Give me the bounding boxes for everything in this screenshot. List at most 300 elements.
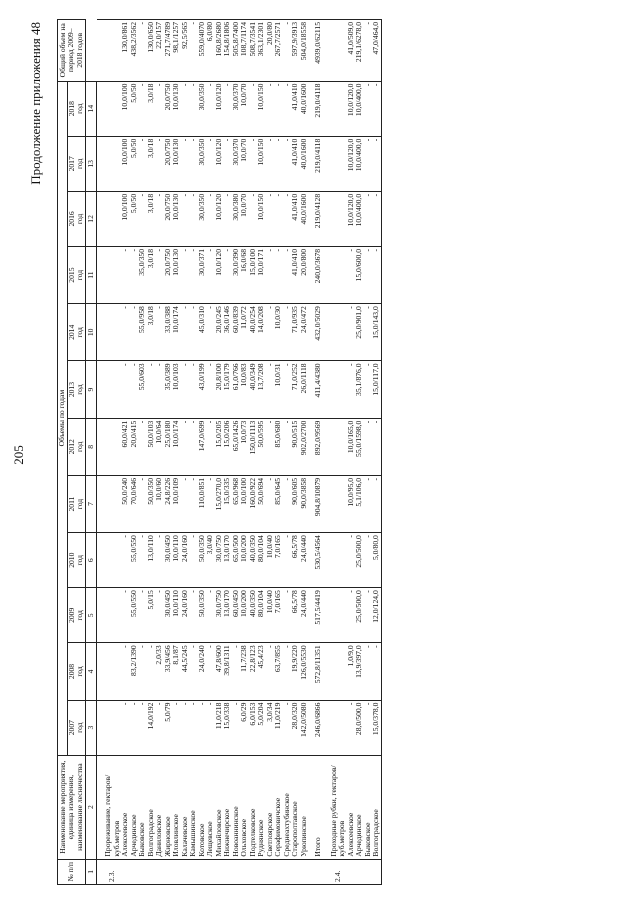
table-row (372, 20, 381, 885)
row-value: 15,0/378,0 (372, 700, 381, 755)
row-value: 13,0/110 (147, 533, 156, 588)
row-value: 904,8/10879 (308, 475, 323, 532)
header-year-unit: год (75, 158, 84, 169)
row-name: Камышинское (189, 755, 198, 859)
row-value: 246,0/6866 (308, 700, 323, 755)
row-value: 41,0/410 (291, 191, 300, 246)
row-value: 40,0/254 (249, 304, 258, 361)
row-value: 2,0/33 (155, 643, 164, 700)
row-value: 10,0/70 (240, 191, 249, 246)
column-number: 5 (85, 588, 97, 643)
row-value: - (364, 533, 373, 588)
row-value: 5,1/106,0 (355, 475, 364, 532)
row-value: 65,0/500 (232, 533, 241, 588)
row-value: 24,8/226 (164, 475, 173, 532)
row-value: 40,0/1600 (300, 191, 309, 246)
row-value: 30,0/750 (215, 588, 224, 643)
row-value: 15,0/335 (223, 475, 232, 532)
row-value: - (283, 643, 292, 700)
row-value: 90,0/515 (291, 418, 300, 475)
row-value (323, 361, 347, 418)
row-value: 24,0/440 (300, 588, 309, 643)
row-name: Светлоярское (266, 755, 275, 859)
row-value: 30,0/390 (232, 246, 241, 303)
row-value: - (266, 361, 275, 418)
row-value: - (347, 700, 356, 755)
row-value: - (121, 361, 130, 418)
row-total: - (283, 20, 292, 82)
row-value: 10,0/120 (215, 191, 224, 246)
row-value: - (130, 361, 139, 418)
row-value: 15,0/179 (223, 361, 232, 418)
row-pp (372, 859, 381, 884)
header-year: 2009 (66, 607, 76, 623)
row-value: - (181, 475, 190, 532)
row-value: - (232, 700, 241, 755)
row-value: 30,0/371 (198, 246, 207, 303)
row-value: 10,0/130 (172, 136, 181, 191)
row-pp (257, 859, 266, 884)
row-value: 55,0/958 (138, 304, 147, 361)
header-year-cell (67, 191, 85, 246)
row-value: 219,0/4118 (308, 136, 323, 191)
row-value: - (249, 136, 258, 191)
row-value: 10,0/150 (257, 191, 266, 246)
row-pp (232, 859, 241, 884)
row-value: 10,0/60 (155, 475, 164, 532)
row-value: - (121, 643, 130, 700)
row-value: 24,0/440 (300, 533, 309, 588)
row-total: - (189, 20, 198, 82)
row-value: 33,0/388 (164, 304, 173, 361)
row-value: 24,0/160 (181, 588, 190, 643)
row-value: - (138, 136, 147, 191)
row-name: Среднеахтубинское (283, 755, 292, 859)
column-number: 4 (85, 643, 97, 700)
row-value: 10,0/200 (240, 588, 249, 643)
row-value: 5,0/50 (130, 191, 139, 246)
row-name: Жирновское (164, 755, 173, 859)
row-value: - (283, 81, 292, 136)
header-year-unit: год (75, 498, 84, 510)
row-value: 90,0/605 (291, 475, 300, 532)
row-pp (364, 859, 373, 884)
header-year-cell (67, 136, 85, 191)
section-title: Проходные рубки, гектаров/куб.метров (323, 755, 347, 859)
row-value: - (364, 643, 373, 700)
row-value: - (249, 81, 258, 136)
row-value: - (181, 81, 190, 136)
row-total: 22,0/157 (155, 20, 164, 82)
row-value (323, 304, 347, 361)
column-number: 14 (85, 81, 97, 136)
row-value: 10,0/31 (274, 361, 283, 418)
row-name: Арчединское (130, 755, 139, 859)
row-value: 15,0/206 (223, 418, 232, 475)
row-value: - (138, 81, 147, 136)
row-name: Старополтавское (291, 755, 300, 859)
row-value: 6,0/29 (240, 700, 249, 755)
row-value: 15,0/205 (215, 418, 224, 475)
header-year-unit: год (75, 666, 84, 677)
row-value: 10,0/100 (121, 191, 130, 246)
row-value: 240,0/3678 (308, 246, 323, 303)
row-value: 6,0/153 (249, 700, 258, 755)
table-row (266, 20, 275, 885)
row-value: 14,0/208 (257, 304, 266, 361)
table-body (97, 20, 382, 885)
row-value: - (189, 533, 198, 588)
row-value: 15,0/100 (249, 246, 258, 303)
row-value: 10,0/30 (274, 304, 283, 361)
row-value (97, 418, 122, 475)
header-year-unit: год (75, 103, 84, 114)
row-value: 61,0/766 (232, 361, 241, 418)
row-value: - (274, 191, 283, 246)
row-value: 50,0/350 (198, 588, 207, 643)
row-value: 10,0/109 (172, 475, 181, 532)
row-value: 20,0/750 (164, 136, 173, 191)
header-year-unit: год (75, 555, 84, 566)
row-value: 5,0/80,0 (372, 533, 381, 588)
row-value: 1,0/9,0 (347, 643, 356, 700)
row-value: 24,0/160 (181, 533, 190, 588)
row-value: 13,7/208 (257, 361, 266, 418)
row-value: - (283, 191, 292, 246)
row-value: - (364, 304, 373, 361)
row-value: 572,8/11351 (308, 643, 323, 700)
row-value: 10,0/120,0 (347, 191, 356, 246)
row-value: 902,0/2700 (300, 418, 309, 475)
row-value: 55,0/550 (130, 588, 139, 643)
row-value: 13,0/170 (223, 533, 232, 588)
row-value: 25,0/901,0 (355, 304, 364, 361)
row-value: 10,0/400,0 (355, 136, 364, 191)
row-value: 10,0/174 (172, 418, 181, 475)
row-value: 20,0/245 (215, 304, 224, 361)
header-year: 2014 (66, 324, 76, 340)
row-value (97, 136, 122, 191)
row-value: - (189, 81, 198, 136)
row-value: - (206, 418, 215, 475)
row-value: 85,0/680 (274, 418, 283, 475)
column-number: 10 (85, 304, 97, 361)
row-value: - (364, 418, 373, 475)
row-value: - (232, 643, 241, 700)
row-value: 50,0/595 (257, 418, 266, 475)
row-value: 10,0/110 (172, 588, 181, 643)
row-value: - (249, 191, 258, 246)
row-value: 28,0/500,0 (355, 700, 364, 755)
row-name: Калачевское (181, 755, 190, 859)
row-value: 11,0/219 (274, 700, 283, 755)
row-value: - (189, 246, 198, 303)
row-value (323, 700, 347, 755)
row-value (323, 136, 347, 191)
row-value: 3,0/18 (147, 136, 156, 191)
row-value: 41,0/410 (291, 81, 300, 136)
row-value: - (266, 475, 275, 532)
row-value: - (372, 81, 381, 136)
row-value: 147,0/699 (198, 418, 207, 475)
row-value: 892,0/9569 (308, 418, 323, 475)
row-value: - (189, 643, 198, 700)
row-name: Нижнечирское (223, 755, 232, 859)
row-value: - (138, 588, 147, 643)
row-value: - (364, 700, 373, 755)
row-pp (291, 859, 300, 884)
row-value: - (364, 246, 373, 303)
table-row (300, 20, 309, 885)
row-value: 50,0/350 (198, 533, 207, 588)
row-value: 10,0/120 (215, 246, 224, 303)
row-value: - (206, 700, 215, 755)
row-value: 10,0/95,0 (347, 475, 356, 532)
row-value: - (283, 304, 292, 361)
row-value: - (283, 700, 292, 755)
row-value: 50,0/240 (121, 475, 130, 532)
row-value: - (181, 700, 190, 755)
row-value: - (274, 246, 283, 303)
row-value: 8,1/87 (172, 643, 181, 700)
row-value: 11,7/238 (240, 643, 249, 700)
header-year-unit: год (75, 610, 84, 621)
row-value: - (130, 304, 139, 361)
row-total: 160,8/2680 (215, 20, 224, 82)
row-value: - (206, 304, 215, 361)
row-name: Новоаннинское (232, 755, 241, 859)
row-value: 10,0/130 (172, 191, 181, 246)
row-total: 6,0/80 (206, 20, 215, 82)
row-value: 15,0/143,0 (372, 304, 381, 361)
row-value: - (206, 361, 215, 418)
row-total: 504,0/18558 (300, 20, 309, 82)
row-value: 41,0/410 (291, 136, 300, 191)
row-value: - (206, 246, 215, 303)
header-total: Общий объем на период 2009–2018 годов (58, 20, 86, 82)
row-name: Арчединское (355, 755, 364, 859)
header-year-cell (67, 643, 85, 700)
row-value: - (347, 246, 356, 303)
row-value: 13,0/170 (223, 588, 232, 643)
row-value: 55,0/603 (138, 361, 147, 418)
row-value: 35,1/876,0 (355, 361, 364, 418)
row-value: 517,5/4419 (308, 588, 323, 643)
row-value: 10,0/200 (240, 533, 249, 588)
row-value: 5,0/79 (164, 700, 173, 755)
row-name: Итого (308, 755, 323, 859)
header-pp: № п/п (58, 859, 86, 884)
column-number: 3 (85, 700, 97, 755)
row-value: 5,0/50 (130, 136, 139, 191)
header-year: 2016 (66, 211, 76, 227)
row-name: Лещевское (206, 755, 215, 859)
row-value: - (155, 361, 164, 418)
section-title: Прореживание, гектаров/куб.метров (97, 755, 122, 859)
row-total: 508,7/3541 (249, 20, 258, 82)
header-year: 2007 (66, 720, 76, 736)
row-value: 90,0/3858 (300, 475, 309, 532)
row-total: 20,0/80 (266, 20, 275, 82)
row-value: 40,0/349 (249, 361, 258, 418)
row-value: 10,0/174 (172, 304, 181, 361)
row-value (97, 475, 122, 532)
row-value: 39,8/1311 (223, 643, 232, 700)
section-row (323, 20, 347, 885)
row-value (323, 533, 347, 588)
row-value: - (283, 475, 292, 532)
row-value: 10,0/120 (215, 81, 224, 136)
row-value: - (181, 136, 190, 191)
row-value: 26,0/1118 (300, 361, 309, 418)
row-value: 7,0/165 (274, 533, 283, 588)
row-value: 33,9/456 (164, 643, 173, 700)
row-value (97, 81, 122, 136)
row-value: 10,0/70 (240, 136, 249, 191)
row-name: Руднянское (257, 755, 266, 859)
row-value: - (364, 81, 373, 136)
row-total: 559,0/4070 (198, 20, 207, 82)
row-value: 25,0/500,0 (355, 588, 364, 643)
row-value: - (155, 246, 164, 303)
row-value: 10,0/100 (240, 475, 249, 532)
row-value: 10,0/83 (240, 361, 249, 418)
row-pp (266, 859, 275, 884)
row-value: 50,0/694 (257, 475, 266, 532)
row-value: - (206, 643, 215, 700)
data-table (57, 19, 382, 885)
header-year: 2010 (66, 552, 76, 568)
row-value (323, 418, 347, 475)
row-pp (308, 859, 323, 884)
row-value: 40,0/350 (249, 533, 258, 588)
row-value: 35,0/389 (164, 361, 173, 418)
row-value: 432,0/5029 (308, 304, 323, 361)
row-value: - (223, 246, 232, 303)
row-pp (206, 859, 215, 884)
header-year: 2008 (66, 663, 76, 680)
row-value (97, 246, 122, 303)
row-value: - (223, 136, 232, 191)
row-value: - (266, 304, 275, 361)
row-value (323, 643, 347, 700)
row-value: 20,8/100 (215, 361, 224, 418)
row-value: 11,0/218 (215, 700, 224, 755)
header-year-unit: год (75, 213, 84, 225)
table-row (147, 20, 156, 885)
row-value: 20,0/415 (130, 418, 139, 475)
row-total: - (138, 20, 147, 82)
table-row (355, 20, 364, 885)
row-pp: 2.3. (97, 859, 122, 884)
row-value: 40,0/1600 (300, 136, 309, 191)
row-pp (198, 859, 207, 884)
row-value: 3,0/18 (147, 246, 156, 303)
row-value: 30,0/350 (198, 136, 207, 191)
table-row (198, 20, 207, 885)
row-value: 25,0/180 (164, 418, 173, 475)
row-value: 10,0/165,0 (347, 418, 356, 475)
row-value: - (223, 191, 232, 246)
row-value: - (347, 304, 356, 361)
row-value: 10,0/110 (172, 533, 181, 588)
row-value: 10,0/130 (172, 81, 181, 136)
row-value: 40,0/350 (249, 588, 258, 643)
row-value: - (364, 475, 373, 532)
row-total: 154,8/1806 (223, 20, 232, 82)
header-year-unit: год (75, 327, 84, 338)
row-name: Михайловское (215, 755, 224, 859)
row-pp (121, 859, 130, 884)
row-value: 3,0/18 (147, 81, 156, 136)
row-value: 66,5/78 (291, 588, 300, 643)
row-value: - (206, 191, 215, 246)
row-value: 10,0/400,0 (355, 81, 364, 136)
row-value: 3,0/34 (266, 700, 275, 755)
row-value: - (138, 475, 147, 532)
row-value: - (266, 81, 275, 136)
row-name: Иловлинское (172, 755, 181, 859)
row-value: - (283, 418, 292, 475)
header-year-cell (67, 81, 85, 136)
row-value: 10,0/120,0 (347, 136, 356, 191)
row-value: - (155, 304, 164, 361)
row-value: 10,0/40 (266, 588, 275, 643)
row-value: - (372, 191, 381, 246)
row-value: - (138, 533, 147, 588)
header-year-cell (67, 588, 85, 643)
row-value (97, 588, 122, 643)
row-value: 19,9/220 (291, 643, 300, 700)
row-value: - (266, 643, 275, 700)
header-year-cell (67, 700, 85, 755)
row-value: 10,0/73 (240, 418, 249, 475)
row-value: - (147, 361, 156, 418)
table-row (130, 20, 139, 885)
row-value: 10,0/150 (257, 81, 266, 136)
row-value: 20,0/750 (164, 191, 173, 246)
row-value: - (206, 136, 215, 191)
header-year-cell (67, 475, 85, 532)
row-value: 83,2/1390 (130, 643, 139, 700)
row-value: - (155, 191, 164, 246)
row-total: 4939,0/62115 (308, 20, 323, 82)
row-value: - (181, 418, 190, 475)
column-numbers-row (85, 20, 97, 885)
row-value: - (189, 191, 198, 246)
row-total (323, 20, 347, 82)
row-value: 50,0/350 (147, 475, 156, 532)
row-value: - (121, 588, 130, 643)
row-value (323, 246, 347, 303)
row-pp (300, 859, 309, 884)
row-value: - (283, 136, 292, 191)
row-total: 219,1/6278,0 (355, 20, 364, 82)
row-value: - (283, 361, 292, 418)
row-value: - (266, 246, 275, 303)
row-value: 20,0/800 (300, 246, 309, 303)
header-year: 2012 (66, 439, 76, 455)
row-value: - (181, 304, 190, 361)
row-total: 47,0/464,0 (372, 20, 381, 82)
row-value: - (130, 246, 139, 303)
column-number: 13 (85, 136, 97, 191)
row-pp (172, 859, 181, 884)
row-value: - (266, 136, 275, 191)
row-value: 85,0/645 (274, 475, 283, 532)
row-value: - (181, 361, 190, 418)
row-value: 10,0/100 (121, 81, 130, 136)
